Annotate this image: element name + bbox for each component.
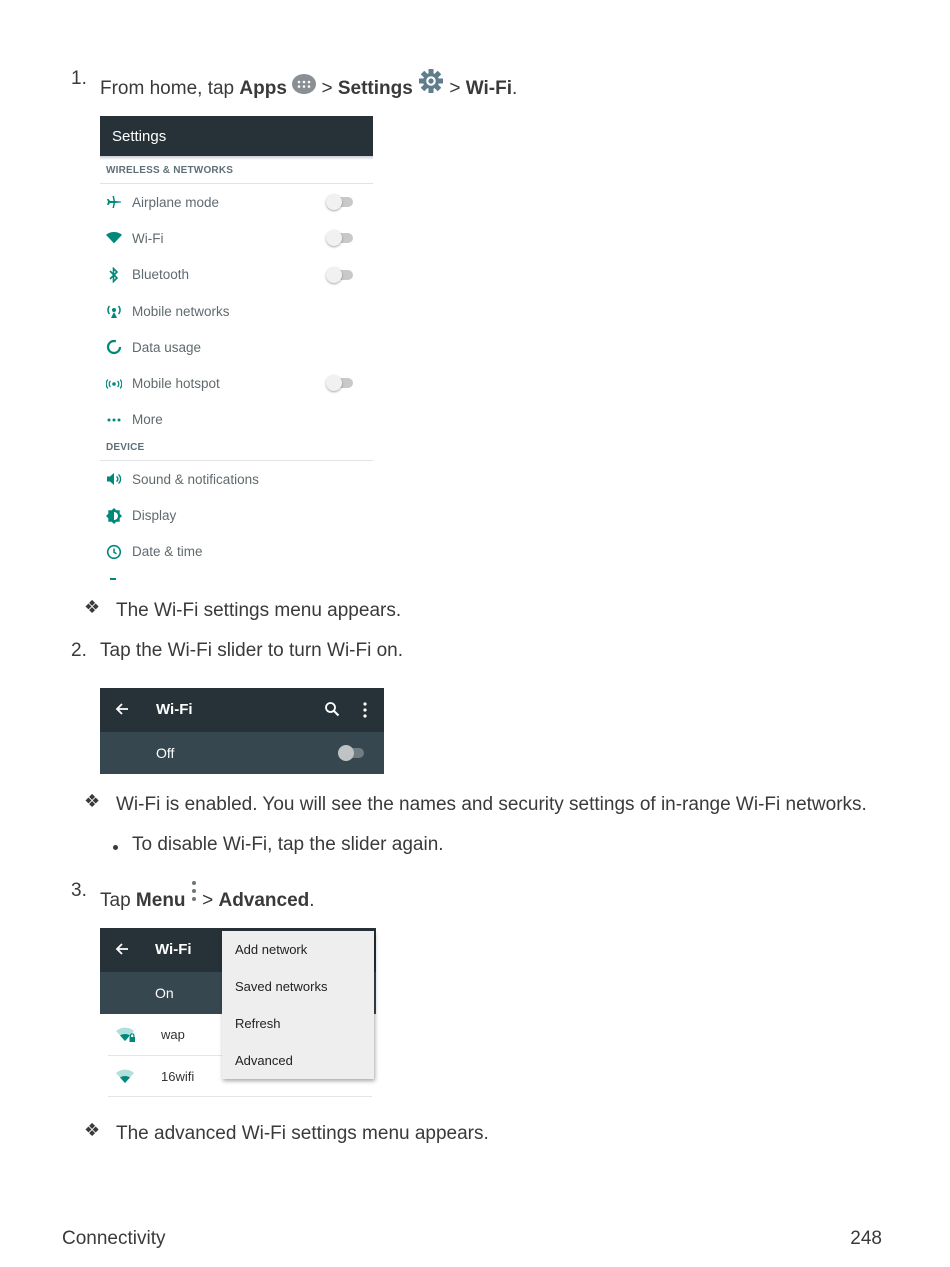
bluetooth-icon [106,267,122,283]
settings-item-mobile-hotspot[interactable] [100,365,373,401]
result-1-text: The Wi-Fi settings menu appears. [116,600,402,621]
overflow-menu [222,931,374,1079]
airplane-icon [106,194,122,210]
wifi-master-switch-bar[interactable] [100,732,384,774]
hotspot-icon [106,376,122,392]
wifi-menu-screenshot [100,928,380,1100]
back-arrow-icon[interactable] [114,701,130,722]
step-1-gt2: > [444,78,466,99]
settings-item-sound-notifications[interactable] [100,461,373,497]
step-1-text [100,68,517,102]
wifi-signal-locked-icon [116,1026,136,1048]
settings-item-date-time[interactable] [100,534,373,570]
menu-item-refresh[interactable]: Refresh [235,1016,281,1031]
footer-page-number: 248 [850,1228,882,1249]
wifi-state-label: On [155,985,174,1001]
data-usage-icon [106,339,122,355]
settings-screenshot [100,116,373,582]
next-item-cutoff [110,578,116,580]
settings-item-airplane-mode[interactable] [100,184,373,220]
menu-item-saved-networks[interactable]: Saved networks [235,979,328,994]
search-icon[interactable] [324,701,340,722]
bluetooth-label: Bluetooth [132,267,190,283]
network-name: wap [161,1027,185,1042]
result-2-diamond-icon: ❖ [84,791,101,811]
wifi-toggle[interactable] [329,233,353,243]
menu-item-advanced[interactable]: Advanced [235,1053,293,1068]
step-3-gt: > [196,890,219,911]
result-1-diamond-icon: ❖ [84,597,101,617]
mobile-networks-icon [106,303,122,319]
result-3-text: The advanced Wi-Fi settings menu appears. [116,1123,489,1144]
step-3-pre: Tap [100,890,136,911]
menu-label: Menu [135,890,186,911]
step-1-number: 1. [71,68,87,89]
wifi-label: Wi-Fi [465,78,512,99]
settings-item-wifi[interactable] [100,220,373,256]
clock-icon [106,544,122,560]
settings-app-bar [100,116,373,156]
network-name: 16wifi [161,1069,195,1084]
more-dots-icon [106,412,122,428]
bluetooth-toggle[interactable] [329,270,353,280]
apps-label: Apps [239,78,287,99]
data-usage-label: Data usage [132,339,202,355]
step-2-text: Tap the Wi-Fi slider to turn Wi-Fi on. [100,640,404,661]
settings-gear-icon [418,68,444,102]
step-3-number: 3. [71,880,87,901]
menu-item-add-network[interactable]: Add network [235,942,308,957]
wifi-state-label: Off [156,745,175,761]
more-label: More [132,412,163,428]
settings-item-display[interactable] [100,497,373,533]
result-2-text: Wi-Fi is enabled. You will see the names and security settings of in-range Wi-Fi networks. [116,794,867,815]
back-arrow-icon[interactable] [114,941,130,962]
wifi-app-bar [100,688,384,732]
wifi-master-toggle[interactable] [340,748,364,758]
mobile-networks-label: Mobile networks [132,303,230,319]
wifi-signal-icon [116,1068,136,1090]
display-label: Display [132,508,177,524]
bullet-dot [113,845,118,850]
result-3-diamond-icon: ❖ [84,1120,101,1140]
network-divider [108,1096,372,1097]
wifi-label: Wi-Fi [132,230,164,246]
sound-icon [106,471,122,487]
mobile-hotspot-label: Mobile hotspot [132,376,220,392]
wifi-icon [106,230,122,246]
airplane-mode-label: Airplane mode [132,194,220,210]
apps-icon [292,74,316,102]
settings-item-data-usage[interactable] [100,329,373,365]
advanced-label: Advanced [218,890,310,911]
step-2-number: 2. [71,640,87,661]
settings-item-more[interactable] [100,402,373,438]
wifi-screen-title: Wi-Fi [156,701,193,718]
overflow-menu-icon[interactable] [363,702,367,723]
step-3-end: . [309,890,315,911]
section-device: DEVICE [106,442,145,454]
settings-item-mobile-networks[interactable] [100,293,373,329]
step-3-text [100,880,315,914]
footer-section-name: Connectivity [62,1228,166,1249]
result-2-bullet-text: To disable Wi-Fi, tap the slider again. [132,834,444,855]
section-wireless-networks: WIRELESS & NETWORKS [106,165,234,176]
wifi-screen-title: Wi-Fi [155,941,192,958]
wifi-off-screenshot [100,688,384,774]
step-1-pre: From home, tap [100,78,240,99]
airplane-mode-toggle[interactable] [329,197,353,207]
step-1-gt1: > [316,78,338,99]
app-bar-shadow [100,156,373,160]
settings-item-bluetooth[interactable] [100,257,373,293]
mobile-hotspot-toggle[interactable] [329,378,353,388]
settings-title: Settings [112,128,167,145]
step-1-end: . [511,78,518,99]
date-time-label: Date & time [132,544,203,560]
settings-label: Settings [337,78,413,99]
display-icon [106,508,122,524]
sound-notifications-label: Sound & notifications [132,471,259,487]
